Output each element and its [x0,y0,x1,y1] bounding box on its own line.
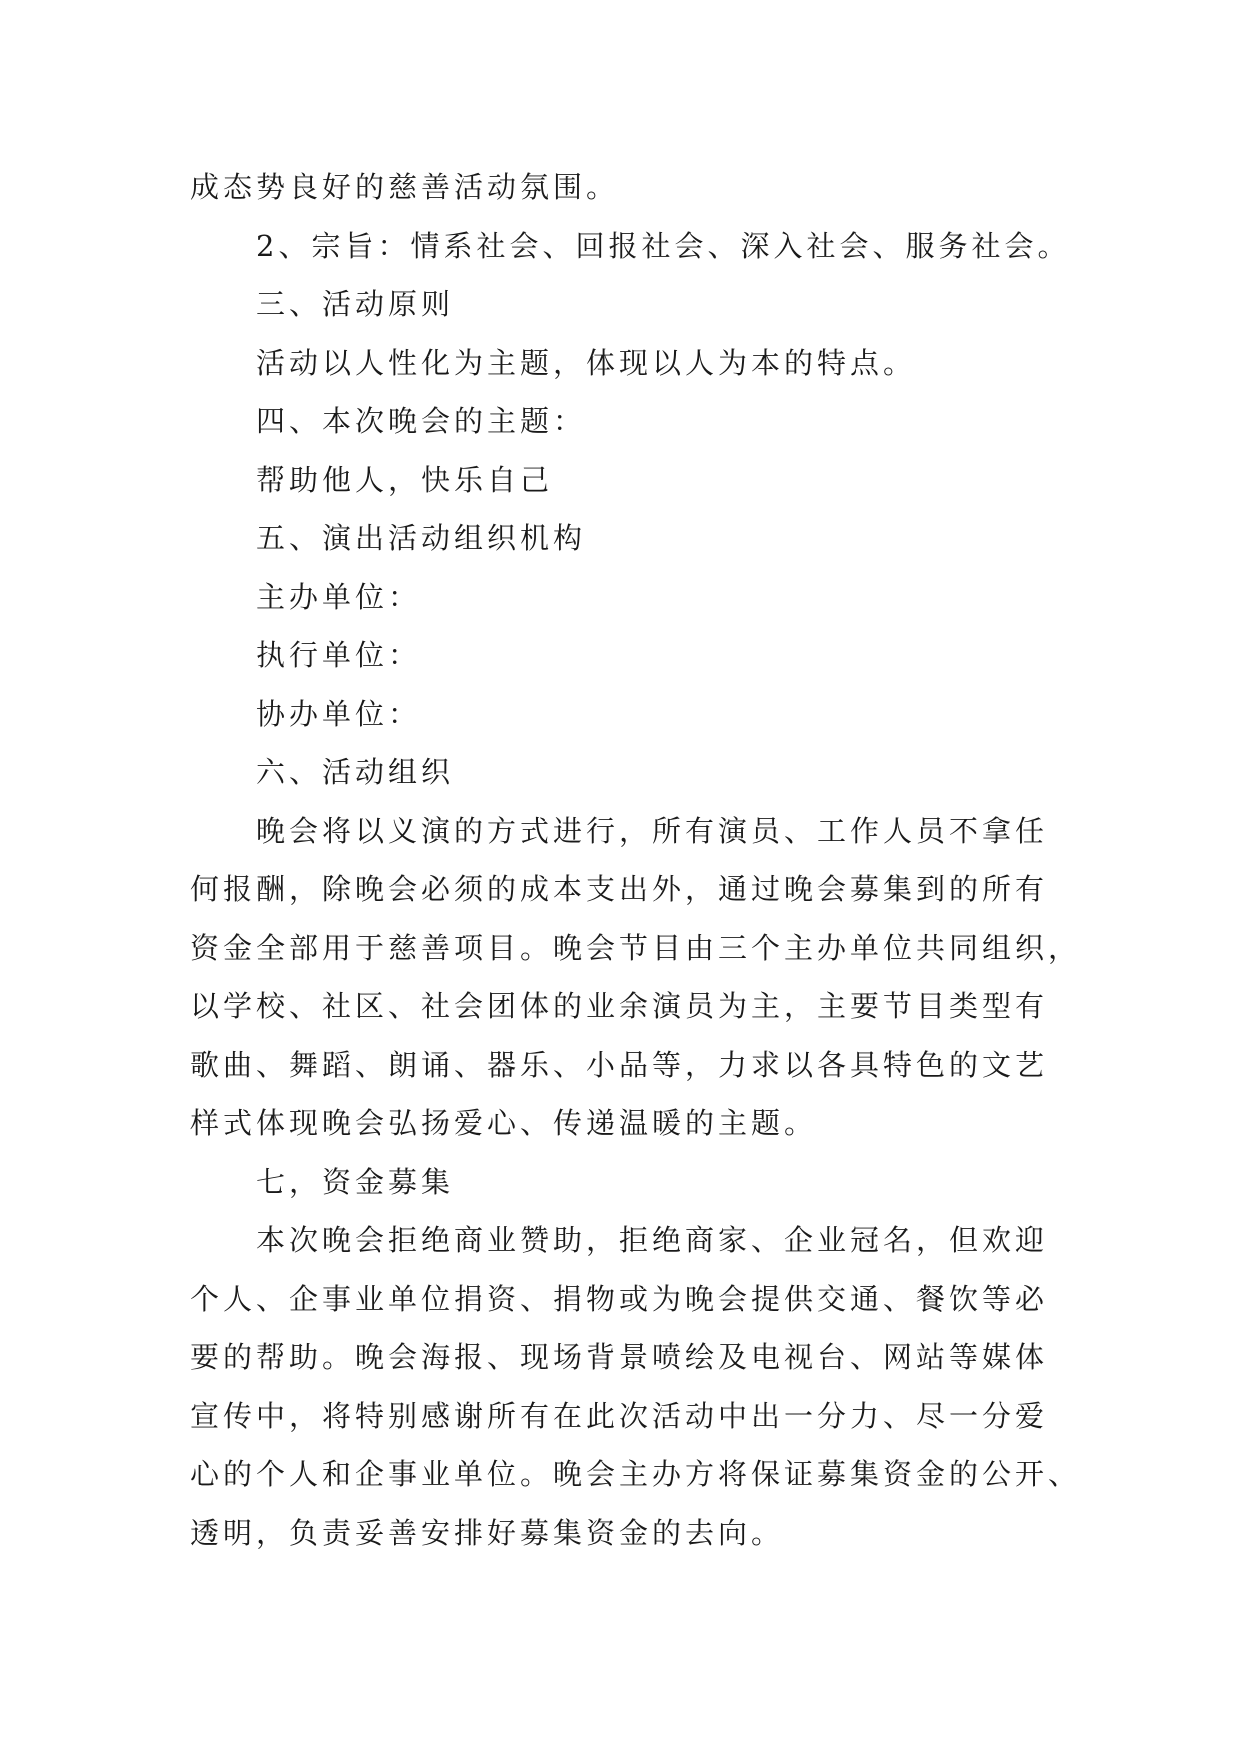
section-heading-theme: 四、本次晚会的主题： [256,404,587,438]
paragraph-line: 要的帮助。晚会海报、现场背景喷绘及电视台、网站等媒体 [190,1340,1049,1374]
paragraph-line: 本次晚会拒绝商业赞助，拒绝商家、企业冠名，但欢迎 [256,1223,1049,1257]
paragraph-line: 成态势良好的慈善活动氛围。 [190,170,620,204]
section-heading-activity: 六、活动组织 [256,755,455,789]
theme-line: 帮助他人，快乐自己 [256,462,554,497]
section-heading-funding: 七，资金募集 [256,1164,455,1199]
paragraph-line: 个人、企事业单位捐资、捐物或为晚会提供交通、餐饮等必 [190,1281,1049,1316]
document-body [190,158,1082,1562]
host-unit-line: 主办单位： [256,579,422,614]
purpose-line: 2、宗旨：情系社会、回报社会、深入社会、服务社会。 [256,228,1071,263]
paragraph-line: 歌曲、舞蹈、朗诵、器乐、小品等，力求以各具特色的文艺 [190,1047,1049,1082]
paragraph-line: 晚会将以义演的方式进行，所有演员、工作人员不拿任 [256,813,1049,848]
section-heading-organization: 五、演出活动组织机构 [256,521,587,555]
paragraph-line: 活动以人性化为主题，体现以人为本的特点。 [256,345,917,380]
paragraph-line: 宣传中，将特别感谢所有在此次活动中出一分力、尽一分爱 [190,1398,1049,1433]
paragraph-line: 透明，负责妥善安排好募集资金的去向。 [190,1515,785,1550]
paragraph-line: 心的个人和企事业单位。晚会主办方将保证募集资金的公开、 [190,1457,1082,1491]
paragraph-line: 样式体现晚会弘扬爱心、传递温暖的主题。 [190,1106,818,1140]
co-host-unit-line: 协办单位： [256,696,422,731]
section-heading-principles: 三、活动原则 [256,287,455,321]
paragraph-line: 何报酬，除晚会必须的成本支出外，通过晚会募集到的所有 [190,872,1049,906]
paragraph-line: 资金全部用于慈善项目。晚会节目由三个主办单位共同组织， [190,930,1082,965]
executive-unit-line: 执行单位： [256,638,422,672]
paragraph-line: 以学校、社区、社会团体的业余演员为主，主要节目类型有 [190,989,1049,1023]
